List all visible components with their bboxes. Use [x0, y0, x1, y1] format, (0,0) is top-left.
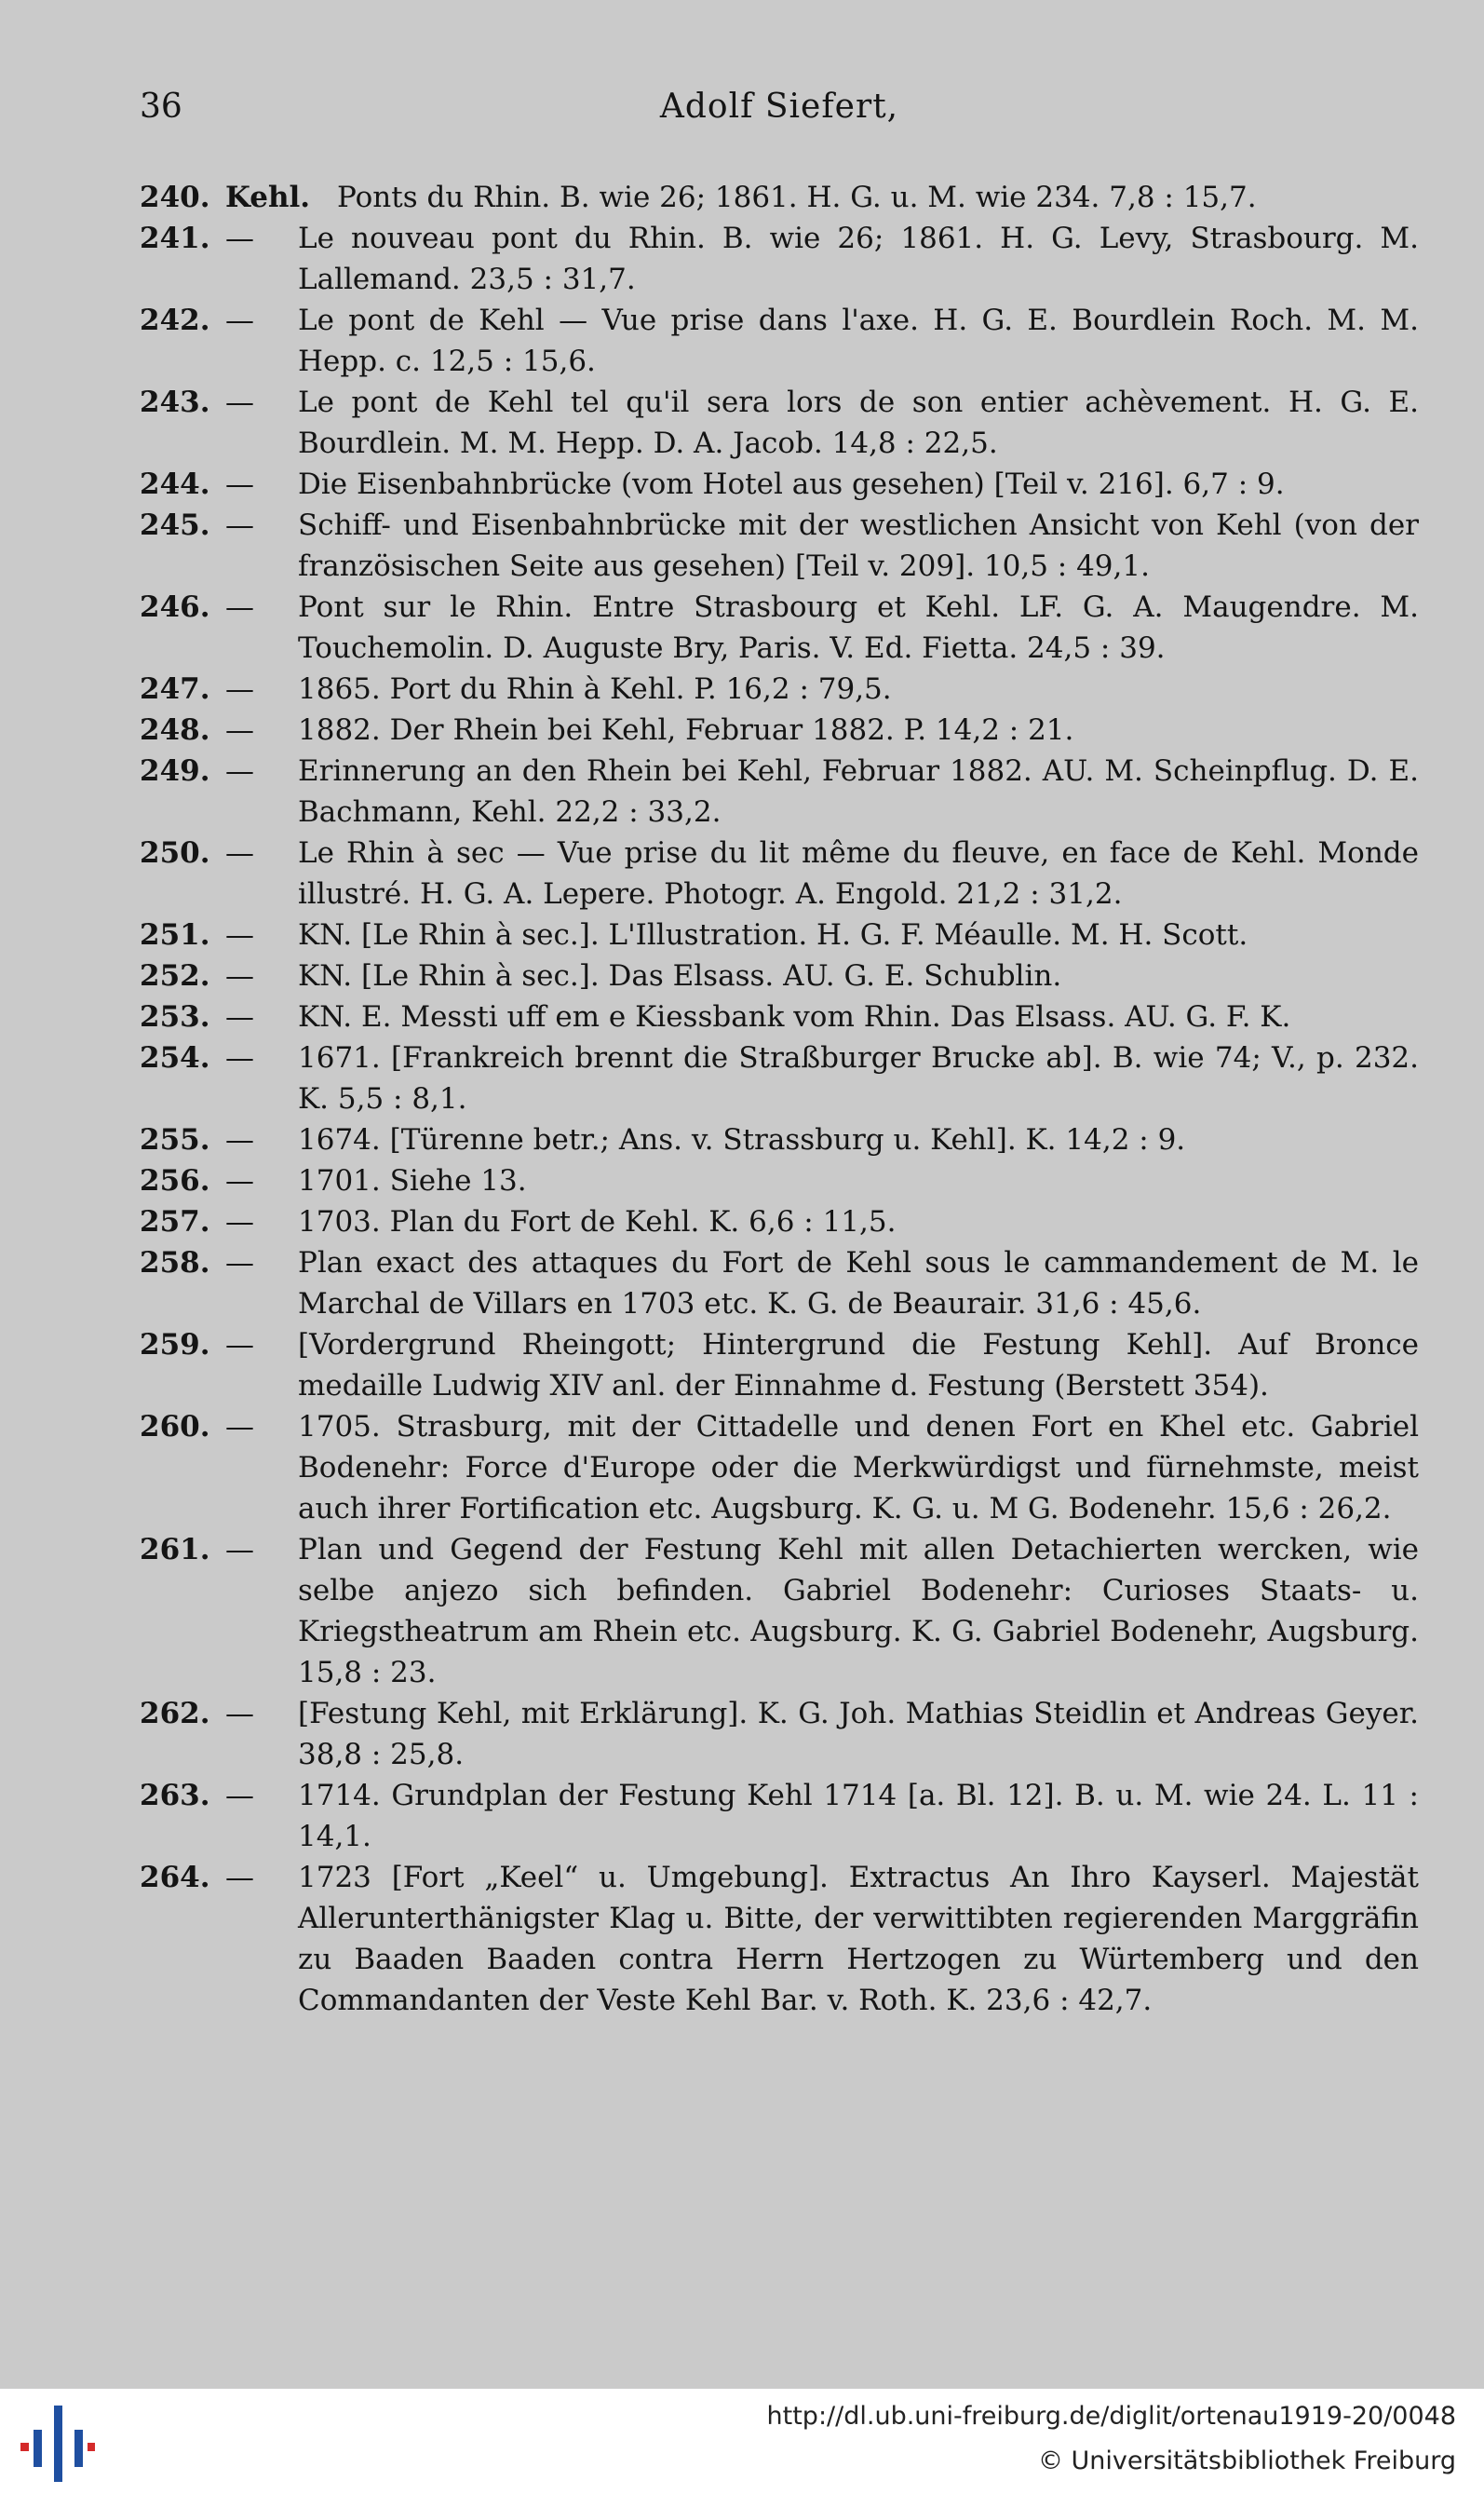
entry-number: 249.	[140, 754, 210, 788]
entry-text: 1723 [Fort „Keel“ u. Umgebung]. Extractus An Ihro Kayserl. Majestät Allerunterthänigster Klag u. Bitte, der verwittibten regierenden Marggräfin zu Baaden Baaden contra Herrn Hertzogen zu Würtemberg und den Commandanten der Veste Kehl Bar. v. Roth. K. 23,6 : 42,7.	[298, 1861, 1419, 2017]
catalogue-entries	[140, 177, 1419, 2021]
catalogue-entry	[140, 1160, 1419, 1201]
catalogue-entry	[140, 464, 1419, 505]
ditto-dash: —	[225, 1533, 254, 1566]
entry-number: 243.	[140, 386, 210, 419]
entry-text: Le Rhin à sec — Vue prise du lit même du fleuve, en face de Kehl. Monde illustré. H. G. A. Lepere. Photogr. A. Engold. 21,2 : 31,2.	[298, 836, 1419, 911]
catalogue-entry	[140, 382, 1419, 464]
entry-text: [Vordergrund Rheingott; Hintergrund die Festung Kehl]. Auf Bronce medaille Ludwig XIV anl. der Einnahme d. Festung (Berstett 354).	[298, 1328, 1419, 1403]
copyright-notice: © Universitätsbibliothek Freiburg	[1037, 2447, 1456, 2475]
catalogue-entry	[140, 1529, 1419, 1693]
entry-number: 247.	[140, 672, 210, 706]
ditto-dash: —	[225, 713, 254, 747]
ditto-dash: —	[225, 386, 254, 419]
ditto-dash: —	[225, 1697, 254, 1730]
catalogue-entry	[140, 300, 1419, 382]
entry-number: 248.	[140, 713, 210, 747]
entry-text: Plan exact des attaques du Fort de Kehl sous le cammandement de M. le Marchal de Villars en 1703 etc. K. G. de Beaurair. 31,6 : 45,6.	[298, 1246, 1419, 1321]
entry-text: 1714. Grundplan der Festung Kehl 1714 [a. Bl. 12]. B. u. M. wie 24. L. 11 : 14,1.	[298, 1779, 1419, 1853]
ditto-dash: —	[225, 590, 254, 624]
ditto-dash: —	[225, 959, 254, 993]
footer-bar	[0, 2389, 1484, 2494]
entry-text: 1703. Plan du Fort de Kehl. K. 6,6 : 11,5.	[298, 1205, 897, 1239]
entry-text: 1865. Port du Rhin à Kehl. P. 16,2 : 79,5.	[298, 672, 892, 706]
catalogue-entry	[140, 1037, 1419, 1119]
entry-text: KN. E. Messti uff em e Kiessbank vom Rhin. Das Elsass. AU. G. F. K.	[298, 1000, 1291, 1034]
ditto-dash: —	[225, 468, 254, 501]
ditto-dash: —	[225, 672, 254, 706]
entry-text: 1701. Siehe 13.	[298, 1164, 527, 1198]
ub-freiburg-logo-icon[interactable]	[20, 2406, 95, 2482]
ditto-dash: —	[225, 1328, 254, 1362]
catalogue-entry	[140, 1242, 1419, 1324]
entry-number: 256.	[140, 1164, 210, 1198]
ditto-dash: —	[225, 1123, 254, 1157]
entry-text: Erinnerung an den Rhein bei Kehl, Februar 1882. AU. M. Scheinpflug. D. E. Bachmann, Kehl. 22,2 : 33,2.	[298, 754, 1419, 829]
entry-number: 254.	[140, 1041, 210, 1075]
entry-text: Ponts du Rhin. B. wie 26; 1861. H. G. u. M. wie 234. 7,8 : 15,7.	[337, 181, 1257, 214]
entry-text: 1671. [Frankreich brennt die Straßburger Brucke ab]. B. wie 74; V., p. 232. K. 5,5 : 8,1.	[298, 1041, 1419, 1116]
entry-number: 261.	[140, 1533, 210, 1566]
entry-number: 252.	[140, 959, 210, 993]
ditto-dash: —	[225, 754, 254, 788]
entry-number: 262.	[140, 1697, 210, 1730]
entry-number: 246.	[140, 590, 210, 624]
running-head: Adolf Siefert,	[659, 88, 899, 126]
entry-place: Kehl.	[225, 181, 311, 214]
entry-text: 1882. Der Rhein bei Kehl, Februar 1882. P. 14,2 : 21.	[298, 713, 1074, 747]
catalogue-entry	[140, 1406, 1419, 1529]
entry-number: 264.	[140, 1861, 210, 1894]
entry-number: 251.	[140, 918, 210, 952]
catalogue-entry	[140, 1857, 1419, 2021]
entry-number: 245.	[140, 508, 210, 542]
entry-text: Le pont de Kehl — Vue prise dans l'axe. H. G. E. Bourdlein Roch. M. M. Hepp. c. 12,5 : 15,6.	[298, 304, 1419, 378]
entry-number: 255.	[140, 1123, 210, 1157]
entry-number: 253.	[140, 1000, 210, 1034]
entry-text: 1705. Strasburg, mit der Cittadelle und denen Fort en Khel etc. Gabriel Bodenehr: Force d'Europe oder die Merkwürdigst und fürnehmste, meist auch ihrer Fortification etc. Augsburg. K. G. u. M G. Bodenehr. 15,6 : 26,2.	[298, 1410, 1419, 1525]
catalogue-entry	[140, 956, 1419, 996]
entry-text: Schiff- und Eisenbahnbrücke mit der westlichen Ansicht von Kehl (von der französischen Seite aus gesehen) [Teil v. 209]. 10,5 : 49,1.	[298, 508, 1419, 583]
entry-number: 259.	[140, 1328, 210, 1362]
ditto-dash: —	[225, 1205, 254, 1239]
catalogue-entry	[140, 1201, 1419, 1242]
ditto-dash: —	[225, 304, 254, 337]
ditto-dash: —	[225, 1861, 254, 1894]
ditto-dash: —	[225, 1246, 254, 1280]
catalogue-entry	[140, 751, 1419, 833]
entry-text: [Festung Kehl, mit Erklärung]. K. G. Joh. Mathias Steidlin et Andreas Geyer. 38,8 : 25,8.	[298, 1697, 1419, 1771]
entry-number: 257.	[140, 1205, 210, 1239]
entry-number: 241.	[140, 222, 210, 255]
catalogue-entry	[140, 1119, 1419, 1160]
catalogue-entry	[140, 218, 1419, 300]
page-header	[140, 88, 1419, 130]
catalogue-entry	[140, 710, 1419, 751]
entry-number: 242.	[140, 304, 210, 337]
ditto-dash: —	[225, 1779, 254, 1812]
catalogue-entry	[140, 915, 1419, 956]
entry-number: 258.	[140, 1246, 210, 1280]
catalogue-entry	[140, 505, 1419, 587]
entry-number: 260.	[140, 1410, 210, 1444]
ditto-dash: —	[225, 1000, 254, 1034]
catalogue-entry	[140, 996, 1419, 1037]
ditto-dash: —	[225, 508, 254, 542]
ditto-dash: —	[225, 1164, 254, 1198]
ditto-dash: —	[225, 918, 254, 952]
catalogue-entry	[140, 1775, 1419, 1857]
source-url-link[interactable]: http://dl.ub.uni-freiburg.de/diglit/ortenau1919-20/0048	[766, 2402, 1456, 2431]
entry-number: 263.	[140, 1779, 210, 1812]
entry-text: Le nouveau pont du Rhin. B. wie 26; 1861. H. G. Levy, Strasbourg. M. Lallemand. 23,5 : 31,7.	[298, 222, 1419, 296]
catalogue-entry	[140, 1693, 1419, 1775]
entry-number: 244.	[140, 468, 210, 501]
ditto-dash: —	[225, 1041, 254, 1075]
entry-number: 250.	[140, 836, 210, 870]
ditto-dash: —	[225, 836, 254, 870]
catalogue-entry	[140, 833, 1419, 915]
entry-text: Die Eisenbahnbrücke (vom Hotel aus gesehen) [Teil v. 216]. 6,7 : 9.	[298, 468, 1285, 501]
entry-text: Le pont de Kehl tel qu'il sera lors de son entier achèvement. H. G. E. Bourdlein. M. M. Hepp. D. A. Jacob. 14,8 : 22,5.	[298, 386, 1419, 460]
catalogue-entry	[140, 177, 1419, 218]
page-number: 36	[140, 88, 182, 126]
entry-text: Pont sur le Rhin. Entre Strasbourg et Kehl. LF. G. A. Maugendre. M. Touchemolin. D. Auguste Bry, Paris. V. Ed. Fietta. 24,5 : 39.	[298, 590, 1419, 665]
entry-text: Plan und Gegend der Festung Kehl mit allen Detachierten wercken, wie selbe anjezo sich befinden. Gabriel Bodenehr: Curioses Staats- u. Kriegstheatrum am Rhein etc. Augsburg. K. G. Gabriel Bodenehr, Augsburg. 15,8 : 23.	[298, 1533, 1419, 1689]
catalogue-entry	[140, 587, 1419, 669]
entry-number: 240.	[140, 181, 210, 214]
catalogue-entry	[140, 1324, 1419, 1406]
ditto-dash: —	[225, 222, 254, 255]
ditto-dash: —	[225, 1410, 254, 1444]
catalogue-entry	[140, 669, 1419, 710]
entry-text: KN. [Le Rhin à sec.]. Das Elsass. AU. G. E. Schublin.	[298, 959, 1062, 993]
entry-text: 1674. [Türenne betr.; Ans. v. Strassburg u. Kehl]. K. 14,2 : 9.	[298, 1123, 1186, 1157]
entry-text: KN. [Le Rhin à sec.]. L'Illustration. H. G. F. Méaulle. M. H. Scott.	[298, 918, 1248, 952]
